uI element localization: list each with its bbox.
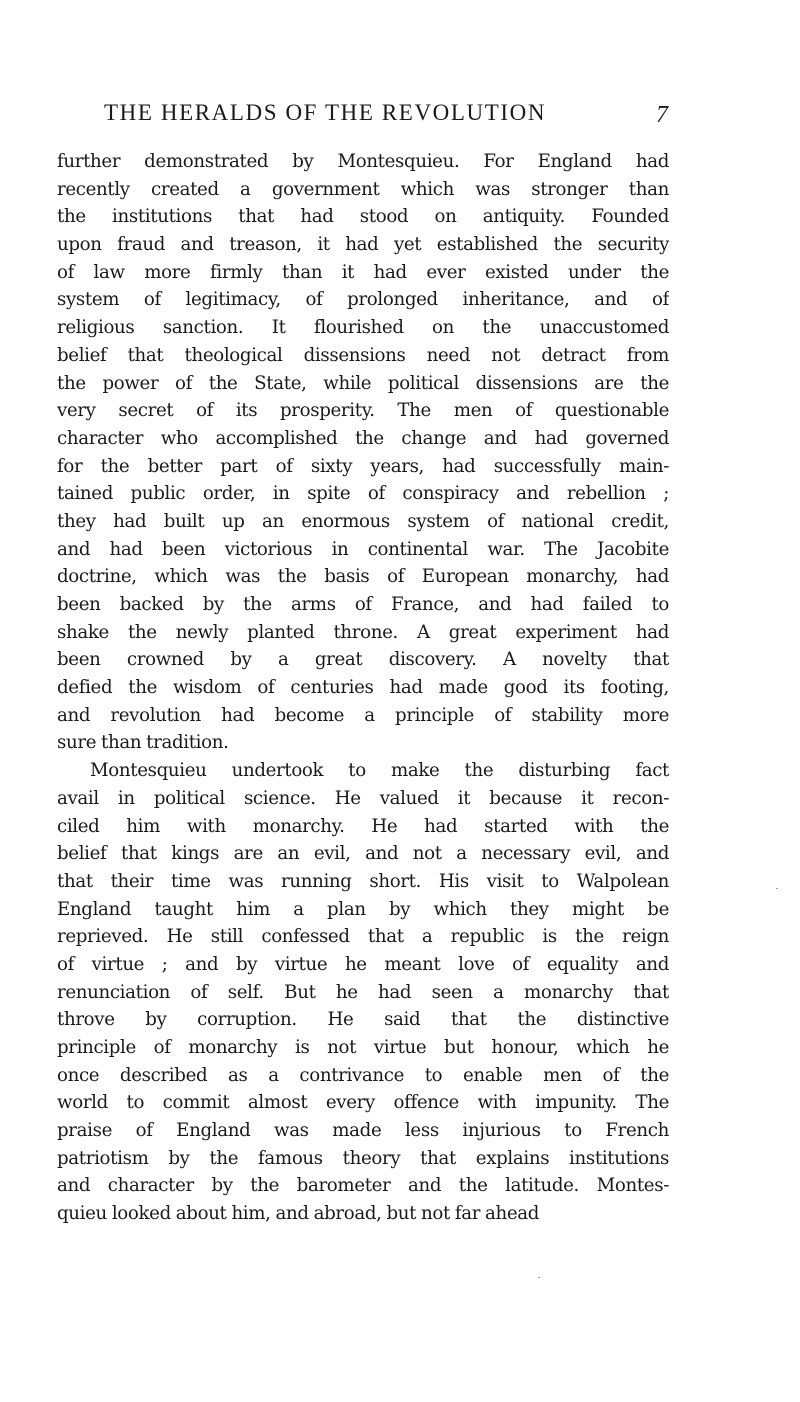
running-title: THE HERALDS OF THE REVOLUTION	[104, 100, 547, 125]
paragraph	[57, 757, 669, 1228]
text-line: renunciation of self. But he had seen a monarchy that	[57, 981, 669, 1003]
text-line: character who accomplished the change and had governed	[57, 427, 669, 449]
text-line: once described as a contrivance to enable men of the	[57, 1064, 669, 1086]
page-number: 7	[656, 102, 668, 128]
scan-speck	[538, 1277, 540, 1278]
text-line: shake the newly planted throne. A great experiment had	[57, 621, 669, 643]
scan-speck	[776, 888, 778, 889]
text-line: of law more firmly than it had ever existed under the	[57, 261, 669, 283]
text-line: the institutions that had stood on antiquity. Founded	[57, 206, 669, 228]
text-line: religious sanction. It flourished on the unaccustomed	[57, 317, 669, 339]
text-line: that their time was running short. His visit to Walpolean	[57, 870, 669, 892]
text-line: very secret of its prosperity. The men of questionable	[57, 400, 669, 422]
text-line: upon fraud and treason, it had yet established the security	[57, 234, 669, 256]
text-line: Montesquieu undertook to make the disturbing fact	[90, 760, 669, 782]
text-line: tained public order, in spite of conspiracy and rebellion ;	[57, 483, 669, 505]
text-line: praise of England was made less injurious to French	[57, 1120, 669, 1142]
text-line: system of legitimacy, of prolonged inheritance, and of	[57, 289, 669, 311]
text-line: been backed by the arms of France, and had failed to	[57, 594, 669, 615]
text-line: reprieved. He still confessed that a republic is the reign	[57, 926, 669, 948]
text-line: and character by the barometer and the latitude. Montes-	[57, 1175, 669, 1197]
text-line: ciled him with monarchy. He had started with the	[57, 815, 669, 837]
text-line: world to commit almost every offence with impunity. The	[57, 1092, 669, 1114]
text-line: been crowned by a great discovery. A novelty that	[57, 649, 669, 671]
text-line: the power of the State, while political dissensions are the	[57, 372, 669, 394]
running-head	[60, 97, 668, 129]
text-line: of virtue ; and by virtue he meant love of equality and	[57, 953, 669, 975]
text-line: belief that kings are an evil, and not a necessary evil, and	[57, 843, 669, 865]
text-line: avail in political science. He valued it because it recon-	[57, 787, 669, 809]
text-line: doctrine, which was the basis of European monarchy, had	[57, 566, 669, 588]
text-line: defied the wisdom of centuries had made good its footing,	[57, 677, 669, 699]
text-line: further demonstrated by Montesquieu. For England had	[57, 151, 669, 172]
text-line: and had been victorious in continental war. The Jacobite	[57, 538, 669, 560]
text-line: principle of monarchy is not virtue but honour, which he	[57, 1037, 669, 1058]
text-line: and revolution had become a principle of stability more	[57, 704, 669, 726]
text-line: quieu looked about him, and abroad, but not far ahead	[57, 1203, 540, 1225]
text-line: belief that theological dissensions need not detract from	[57, 344, 669, 366]
paragraph	[57, 148, 669, 757]
text-line: throve by corruption. He said that the distinctive	[57, 1009, 669, 1031]
text-line: for the better part of sixty years, had successfully main-	[57, 455, 669, 477]
text-line: they had built up an enormous system of national credit,	[57, 510, 669, 532]
text-line: England taught him a plan by which they might be	[57, 898, 669, 920]
text-line: recently created a government which was stronger than	[57, 178, 669, 200]
body-text	[57, 148, 669, 1228]
text-line: patriotism by the famous theory that explains institutions	[57, 1147, 669, 1169]
text-line: sure than tradition.	[57, 732, 229, 754]
